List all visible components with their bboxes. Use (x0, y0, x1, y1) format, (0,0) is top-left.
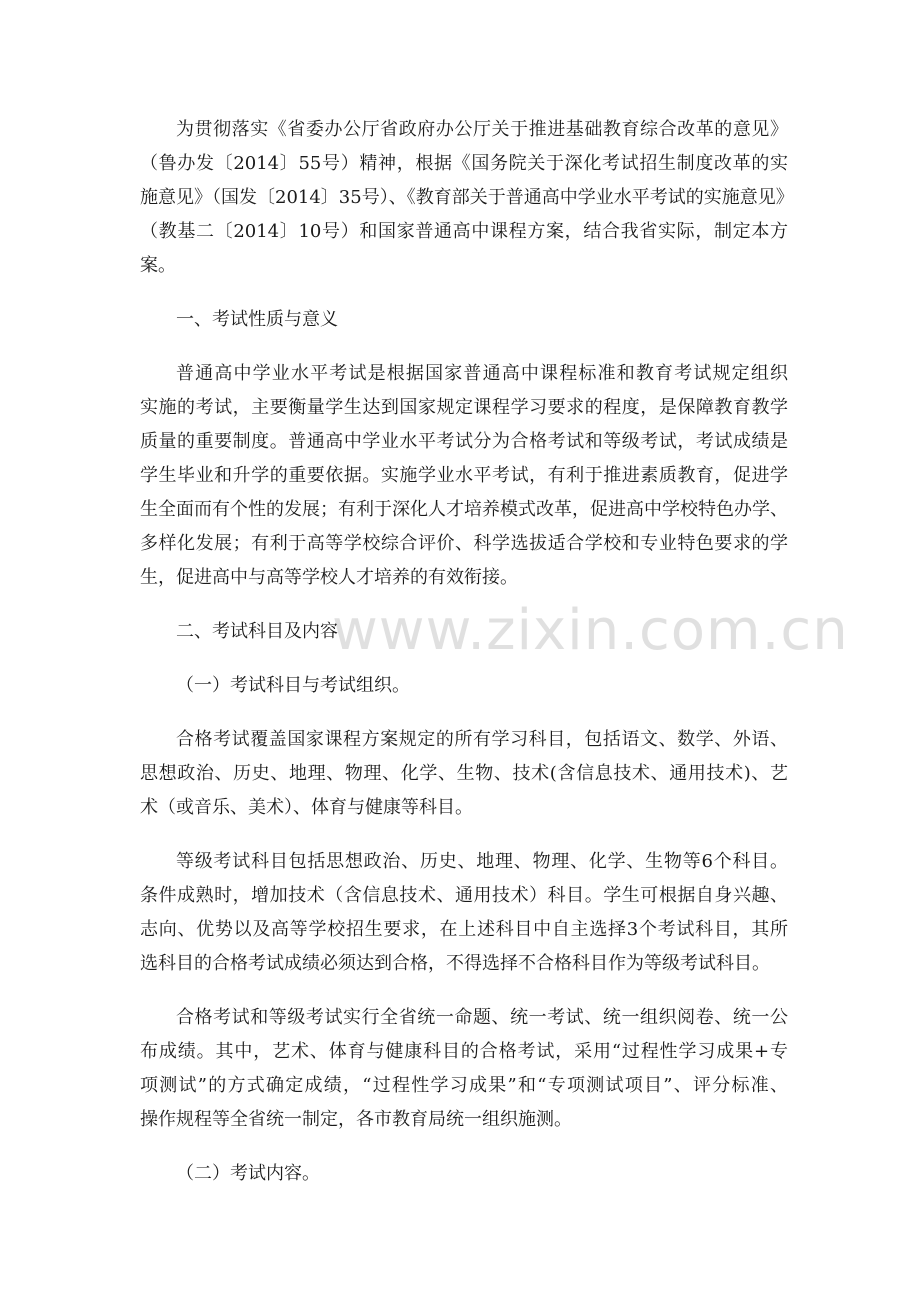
section-1-line: 生全面而有个性的发展；有利于深化人才培养模式改革，促进高中学校特色办学、 (140, 499, 788, 520)
grade-exam-paragraph (140, 845, 788, 981)
unified-exam-line: 项测试”的方式确定成绩，“过程性学习成果”和“专项测试项目”、评分标准、 (140, 1075, 788, 1096)
document-body (140, 113, 794, 1211)
unified-exam-line: 合格考试和等级考试实行全省统一命题、统一考试、统一组织阅卷、统一公 (176, 1007, 788, 1028)
intro-line: （教基二〔2014〕10号）和国家普通高中课程方案，结合我省实际，制定本方 (140, 221, 788, 242)
subjects-line: 术（或音乐、美术）、体育与健康等科目。 (140, 797, 473, 818)
section-1-paragraph (140, 357, 788, 595)
intro-line: 为贯彻落实《省委办公厅省政府办公厅关于推进基础教育综合改革的意见》 (176, 119, 788, 140)
section-1-line: 多样化发展；有利于高等学校综合评价、科学选拔适合学校和专业特色要求的学 (140, 533, 788, 554)
intro-paragraph (140, 113, 794, 283)
section-1-line: 普通高中学业水平考试是根据国家普通高中课程标准和教育考试规定组织 (176, 363, 788, 384)
section-1-line: 实施的考试，主要衡量学生达到国家规定课程学习要求的程度，是保障教育教学 (140, 397, 788, 418)
grade-exam-line: 选科目的合格考试成绩必须达到合格，不得选择不合格科目作为等级考试科目。 (140, 953, 770, 974)
grade-exam-line: 等级考试科目包括思想政治、历史、地理、物理、化学、生物等6个科目。 (176, 851, 788, 872)
unified-exam-line: 布成绩。其中，艺术、体育与健康科目的合格考试，采用“过程性学习成果+专 (140, 1041, 788, 1062)
subjects-line: 合格考试覆盖国家课程方案规定的所有学习科目，包括语文、数学、外语、 (176, 729, 788, 750)
grade-exam-line: 条件成熟时，增加技术（含信息技术、通用技术）科目。学生可根据自身兴趣、 (140, 885, 788, 906)
subjects-line: 思想政治、历史、地理、物理、化学、生物、技术(含信息技术、通用技术)、艺 (140, 763, 788, 784)
subsection-1-heading: （一）考试科目与考试组织。 (176, 675, 410, 696)
section-1-line: 质量的重要制度。普通高中学业水平考试分为合格考试和等级考试，考试成绩是 (140, 431, 788, 452)
intro-line: 施意见》（国发〔2014〕35号）、《教育部关于普通高中学业水平考试的实施意见》 (140, 187, 794, 208)
section-1-heading: 一、考试性质与意义 (176, 309, 338, 330)
grade-exam-line: 志向、优势以及高等学校招生要求，在上述科目中自主选择3个考试科目，其所 (140, 919, 788, 940)
unified-exam-line: 操作规程等全省统一制定，各市教育局统一组织施测。 (140, 1109, 572, 1130)
section-2-heading: 二、考试科目及内容 (176, 621, 338, 642)
section-1-line: 生，促进高中与高等学校人才培养的有效衔接。 (140, 567, 518, 588)
section-1-line: 学生毕业和升学的重要依据。实施学业水平考试，有利于推进素质教育，促进学 (140, 465, 788, 486)
subjects-paragraph (140, 723, 788, 825)
watermark: www.zixin.com.cn (332, 598, 849, 663)
intro-line: （鲁办发〔2014〕55号）精神，根据《国务院关于深化考试招生制度改革的实 (140, 153, 788, 174)
intro-line: 案。 (140, 255, 176, 276)
subsection-2-heading: （二）考试内容。 (176, 1163, 320, 1184)
unified-exam-paragraph (140, 1001, 788, 1137)
